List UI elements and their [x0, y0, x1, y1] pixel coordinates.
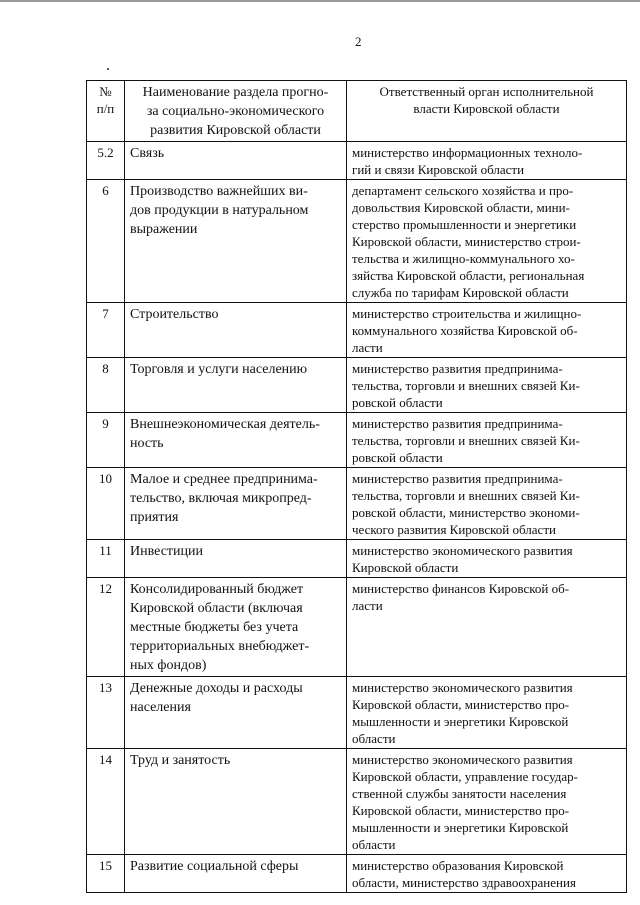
row-number-cell — [87, 358, 125, 413]
row-section: Малое и среднее предпринима- тельство, включая микропред- приятия — [130, 472, 318, 525]
row-section: Развитие социальной сферы — [130, 859, 299, 874]
row-responsible-org: министерство экономического развития Кировской области, управление государ- ственной службы занятости населения Кировской области, министерство про- мышленности и энергетики Кировской области — [352, 752, 578, 852]
row-responsible-org: министерство образования Кировской области, министерство здравоохранения — [352, 858, 576, 890]
row-number: 5.2 — [97, 145, 114, 160]
row-section-cell — [125, 749, 347, 855]
table-row — [87, 540, 627, 578]
row-responsible-org: министерство строительства и жилищно- коммунального хозяйства Кировской об- ласти — [352, 306, 582, 355]
header-org-text: Ответственный орган исполнительной власти Кировской области — [379, 84, 594, 116]
row-responsible-org-cell — [347, 303, 627, 358]
table-header-row — [87, 81, 627, 142]
row-number: 15 — [99, 858, 112, 873]
page-number: 2 — [355, 34, 362, 49]
row-section-cell — [125, 855, 347, 893]
row-number-cell — [87, 578, 125, 677]
responsibility-table — [86, 80, 627, 893]
table-row — [87, 677, 627, 749]
row-number: 9 — [102, 416, 109, 431]
row-number: 6 — [102, 183, 109, 198]
row-section-cell — [125, 578, 347, 677]
row-section-cell — [125, 303, 347, 358]
row-number-cell — [87, 540, 125, 578]
table-row — [87, 749, 627, 855]
row-number: 7 — [102, 306, 109, 321]
row-section: Торговля и услуги населению — [130, 362, 308, 377]
row-responsible-org-cell — [347, 540, 627, 578]
table-row — [87, 578, 627, 677]
row-responsible-org-cell — [347, 749, 627, 855]
table-row — [87, 358, 627, 413]
row-responsible-org: министерство развития предпринима- тельства, торговли и внешних связей Ки- ровской области — [352, 416, 580, 465]
table-body — [87, 142, 627, 893]
row-section-cell — [125, 180, 347, 303]
table-row — [87, 180, 627, 303]
row-number-cell — [87, 855, 125, 893]
header-number-text: № п/п — [96, 84, 115, 116]
row-section: Связь — [130, 146, 165, 161]
row-responsible-org: министерство информационных техноло- гий и связи Кировской области — [352, 145, 583, 177]
row-responsible-org: министерство финансов Кировской об- ласти — [352, 581, 570, 613]
row-number-cell — [87, 749, 125, 855]
table-row — [87, 142, 627, 180]
row-responsible-org: департамент сельского хозяйства и про- довольствия Кировской области, мини- стерство промышленности и энергетики Кировской области, министерство строи- тельства и жилищно-коммунального хо- зяйства Кировской области, региональная служба по тарифам Кировской области — [352, 183, 585, 300]
row-section-cell — [125, 358, 347, 413]
row-responsible-org-cell — [347, 677, 627, 749]
row-number: 13 — [99, 680, 112, 695]
row-number-cell — [87, 180, 125, 303]
header-number — [87, 81, 125, 142]
row-number: 8 — [102, 361, 109, 376]
row-section: Денежные доходы и расходы населения — [130, 681, 303, 715]
row-responsible-org-cell — [347, 142, 627, 180]
row-section-cell — [125, 677, 347, 749]
scan-speck — [107, 68, 109, 70]
row-responsible-org: министерство экономического развития Кировской области — [352, 543, 573, 575]
row-section: Инвестиции — [130, 544, 203, 559]
row-responsible-org-cell — [347, 468, 627, 540]
row-section: Внешнеэкономическая деятель- ность — [130, 417, 320, 451]
row-responsible-org-cell — [347, 180, 627, 303]
row-section: Производство важнейших ви- дов продукции в натуральном выражении — [130, 184, 309, 237]
table-row — [87, 303, 627, 358]
row-responsible-org: министерство развития предпринима- тельства, торговли и внешних связей Ки- ровской области, министерство экономи- ческого развития Кировской области — [352, 471, 580, 537]
row-responsible-org: министерство экономического развития Кировской области, министерство про- мышленности и энергетики Кировской области — [352, 680, 573, 746]
row-section-cell — [125, 142, 347, 180]
row-number-cell — [87, 142, 125, 180]
row-section: Консолидированный бюджет Кировской области (включая местные бюджеты без учета территориальных внебюджет- ных фондов) — [130, 582, 310, 673]
row-number-cell — [87, 303, 125, 358]
table-row — [87, 413, 627, 468]
table-row — [87, 855, 627, 893]
row-responsible-org-cell — [347, 413, 627, 468]
row-number-cell — [87, 468, 125, 540]
row-number: 12 — [99, 581, 112, 596]
row-responsible-org-cell — [347, 578, 627, 677]
row-section-cell — [125, 413, 347, 468]
header-section-text: Наименование раздела прогно- за социально-экономического развития Кировской области — [142, 85, 329, 138]
row-section-cell — [125, 468, 347, 540]
header-org — [347, 81, 627, 142]
row-section: Строительство — [130, 307, 219, 322]
header-section — [125, 81, 347, 142]
row-number: 10 — [99, 471, 112, 486]
row-responsible-org-cell — [347, 855, 627, 893]
row-number-cell — [87, 677, 125, 749]
row-number-cell — [87, 413, 125, 468]
row-responsible-org-cell — [347, 358, 627, 413]
row-section: Труд и занятость — [130, 753, 231, 768]
row-number: 14 — [99, 752, 112, 767]
top-scan-rule — [0, 0, 640, 2]
row-number: 11 — [99, 543, 112, 558]
row-section-cell — [125, 540, 347, 578]
table-row — [87, 468, 627, 540]
row-responsible-org: министерство развития предпринима- тельства, торговли и внешних связей Ки- ровской области — [352, 361, 580, 410]
